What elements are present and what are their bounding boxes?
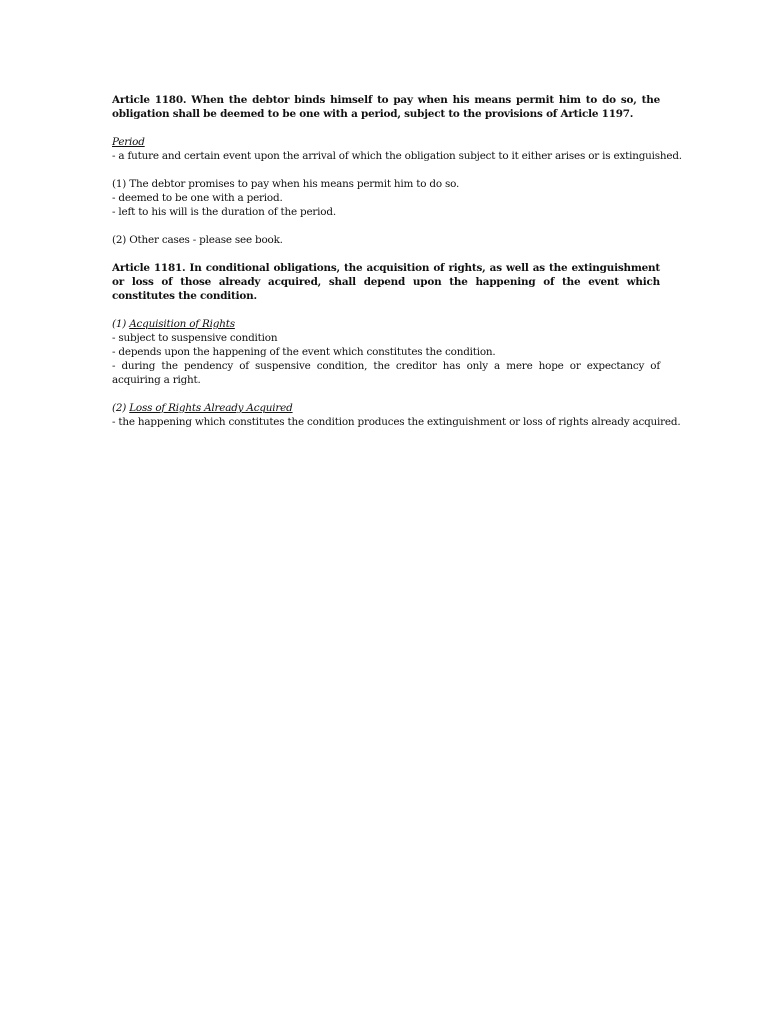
case-1-line-2: - deemed to be one with a period. bbox=[112, 192, 283, 204]
acquisition-line-2: - depends upon the happening of the event which constitutes the condition. bbox=[112, 346, 496, 358]
period-heading: Period bbox=[112, 136, 145, 148]
spacer bbox=[112, 387, 660, 401]
spacer bbox=[112, 303, 660, 317]
acquisition-line-1: - subject to suspensive condition bbox=[112, 332, 278, 344]
case-1-line-3: - left to his will is the duration of the period. bbox=[112, 206, 336, 218]
spacer bbox=[112, 219, 660, 233]
loss-heading-row bbox=[112, 401, 660, 415]
case-1-line-1: (1) The debtor promises to pay when his means permit him to do so. bbox=[112, 178, 460, 190]
acquisition-section bbox=[112, 317, 660, 359]
spacer bbox=[112, 121, 660, 135]
loss-number: (2) bbox=[112, 402, 130, 414]
loss-heading: Loss of Rights Already Acquired bbox=[129, 402, 293, 414]
acquisition-heading: Acquisition of Rights bbox=[129, 318, 235, 330]
acquisition-heading-row bbox=[112, 317, 660, 331]
case-1-section bbox=[112, 177, 660, 219]
period-section bbox=[112, 135, 682, 163]
spacer bbox=[112, 247, 660, 261]
period-definition: - a future and certain event upon the arrival of which the obligation subject to it either arises or is extinguished. bbox=[112, 150, 682, 162]
loss-section bbox=[112, 401, 681, 429]
acquisition-pendency: - during the pendency of suspensive condition, the creditor has only a mere hope or expectancy of acquiring a right. bbox=[112, 360, 660, 386]
document-page bbox=[112, 93, 682, 429]
loss-line: - the happening which constitutes the condition produces the extinguishment or loss of rights already acquired. bbox=[112, 416, 681, 428]
acquisition-number: (1) bbox=[112, 318, 130, 330]
article-1181-text: Article 1181. In conditional obligations, the acquisition of rights, as well as the extinguishment or loss of those already acquired, shall depend upon the happening of the event which constitutes the condition. bbox=[112, 262, 660, 302]
case-2-text: (2) Other cases - please see book. bbox=[112, 234, 283, 246]
article-1180-text: Article 1180. When the debtor binds himself to pay when his means permit him to do so, the obligation shall be deemed to be one with a period, subject to the provisions of Article 1197. bbox=[112, 94, 660, 120]
spacer bbox=[112, 163, 660, 177]
